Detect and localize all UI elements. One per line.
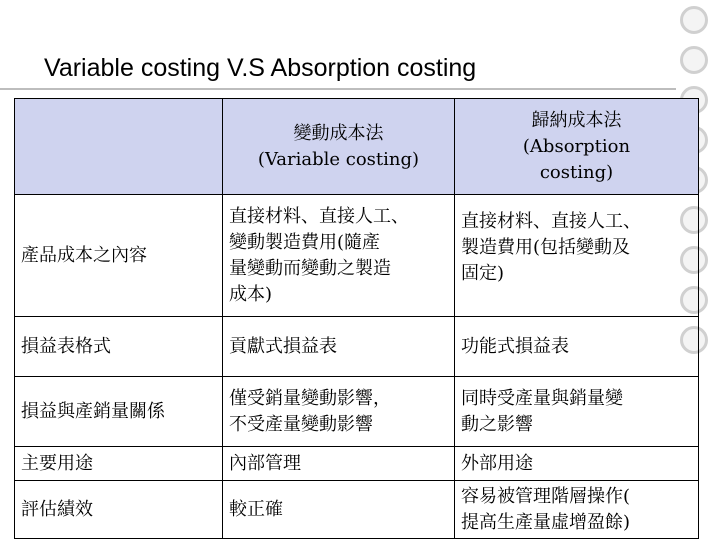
header-absorption-costing: 歸納成本法 (Absorption costing) [455,99,699,195]
absorption-cell: 功能式損益表 [455,317,699,377]
variable-cell: 直接材料、直接人工、 變動製造費用(隨產 量變動而變動之製造 成本) [223,195,455,317]
header-variable-costing: 變動成本法 (Variable costing) [223,99,455,195]
row-label: 損益與產銷量關係 [15,377,223,447]
absorption-cell: 直接材料、直接人工、 製造費用(包括變動及 固定) [455,195,699,317]
table-row [15,377,699,447]
slide-title: Variable costing V.S Absorption costing [44,54,477,82]
absorption-cell: 容易被管理階層操作( 提高生產量虛增盈餘) [455,481,699,539]
variable-cell: 較正確 [223,481,455,539]
table-row [15,481,699,539]
binder-ring [680,46,708,74]
table-header-row [15,99,699,195]
variable-cell: 貢獻式損益表 [223,317,455,377]
row-label: 評估績效 [15,481,223,539]
absorption-cell: 同時受產量與銷量變 動之影響 [455,377,699,447]
variable-cell: 僅受銷量變動影響， 不受產量變動影響 [223,377,455,447]
absorption-cell: 外部用途 [455,447,699,481]
binder-ring [680,6,708,34]
row-label: 損益表格式 [15,317,223,377]
header-empty-cell [15,99,223,195]
table-row [15,447,699,481]
comparison-table [14,98,699,539]
row-label: 產品成本之內容 [15,195,223,317]
title-divider [0,88,676,90]
table-row [15,317,699,377]
variable-cell: 內部管理 [223,447,455,481]
row-label: 主要用途 [15,447,223,481]
table-row [15,195,699,317]
